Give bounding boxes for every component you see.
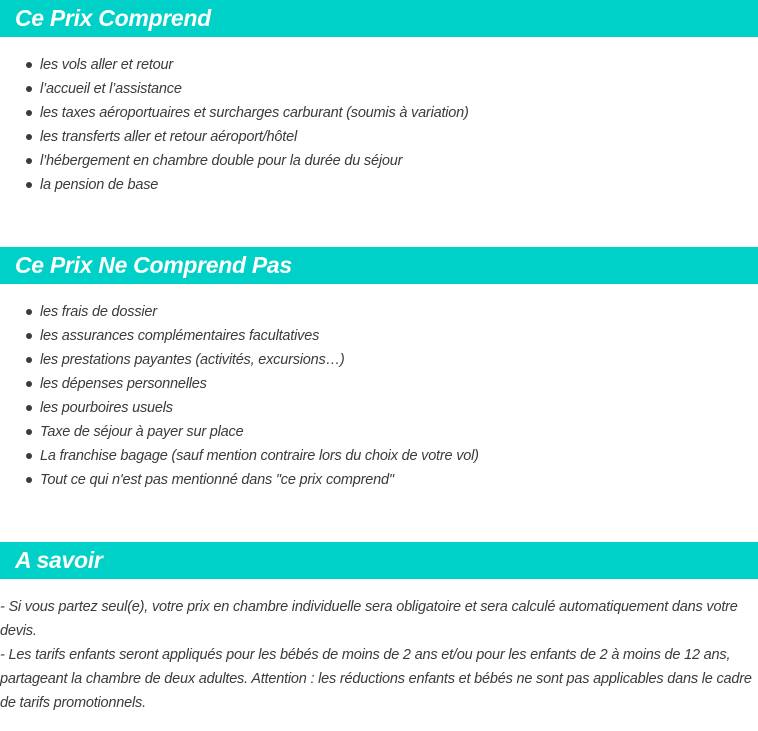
included-item xyxy=(0,77,469,101)
bullet-icon xyxy=(26,405,32,411)
excluded-item xyxy=(0,348,479,372)
excluded-item-text: La franchise bagage (sauf mention contraire lors du choix de votre vol) xyxy=(40,448,479,464)
bullet-icon xyxy=(26,134,32,140)
bullet-icon xyxy=(26,453,32,459)
bullet-icon xyxy=(26,477,32,483)
included-item xyxy=(0,101,469,125)
bullet-icon xyxy=(26,333,32,339)
excluded-item xyxy=(0,468,479,492)
excluded-item-text: les frais de dossier xyxy=(40,304,157,320)
excluded-item-text: les pourboires usuels xyxy=(40,400,173,416)
included-item xyxy=(0,149,469,173)
included-item-text: les transferts aller et retour aéroport/hôtel xyxy=(40,129,297,145)
excluded-item xyxy=(0,444,479,468)
bullet-icon xyxy=(26,429,32,435)
info-paragraph-child-rates: - Les tarifs enfants seront appliqués pour les bébés de moins de 2 ans et/ou pour les enfants de 2 à moins de 12 ans, partageant la chambre de deux adultes. Attention : les réductions enfants et bébés ne sont pas applicables dans le cadre de tarifs promotionnels. xyxy=(0,647,752,711)
bullet-icon xyxy=(26,110,32,116)
bullet-icon xyxy=(26,182,32,188)
excluded-item-text: les dépenses personnelles xyxy=(40,376,207,392)
bullet-icon xyxy=(26,357,32,363)
included-item xyxy=(0,125,469,149)
excluded-item xyxy=(0,324,479,348)
included-item-text: l’accueil et l’assistance xyxy=(40,81,182,97)
excluded-item xyxy=(0,300,479,324)
excluded-section-header: Ce Prix Ne Comprend Pas xyxy=(0,247,758,284)
included-list xyxy=(0,53,469,197)
included-item xyxy=(0,173,469,197)
excluded-item-text: Tout ce qui n'est pas mentionné dans "ce prix comprend" xyxy=(40,472,394,488)
info-paragraph-single-traveler: - Si vous partez seul(e), votre prix en chambre individuelle sera obligatoire et sera calculé automatiquement dans votre devis. xyxy=(0,599,738,639)
bullet-icon xyxy=(26,62,32,68)
included-item xyxy=(0,53,469,77)
excluded-item-text: les assurances complémentaires facultatives xyxy=(40,328,320,344)
info-section-header: A savoir xyxy=(0,542,758,579)
bullet-icon xyxy=(26,86,32,92)
bullet-icon xyxy=(26,381,32,387)
bullet-icon xyxy=(26,158,32,164)
included-item-text: les vols aller et retour xyxy=(40,57,174,73)
excluded-list xyxy=(0,300,479,492)
included-item-text: l’hébergement en chambre double pour la durée du séjour xyxy=(40,153,403,169)
excluded-item xyxy=(0,420,479,444)
bullet-icon xyxy=(26,309,32,315)
included-section-header: Ce Prix Comprend xyxy=(0,0,758,37)
included-item-text: la pension de base xyxy=(40,177,159,193)
included-item-text: les taxes aéroportuaires et surcharges carburant (soumis à variation) xyxy=(40,105,469,121)
excluded-item-text: Taxe de séjour à payer sur place xyxy=(40,424,244,440)
excluded-item xyxy=(0,396,479,420)
info-notes xyxy=(0,595,758,715)
excluded-item-text: les prestations payantes (activités, excursions…) xyxy=(40,352,345,368)
excluded-item xyxy=(0,372,479,396)
